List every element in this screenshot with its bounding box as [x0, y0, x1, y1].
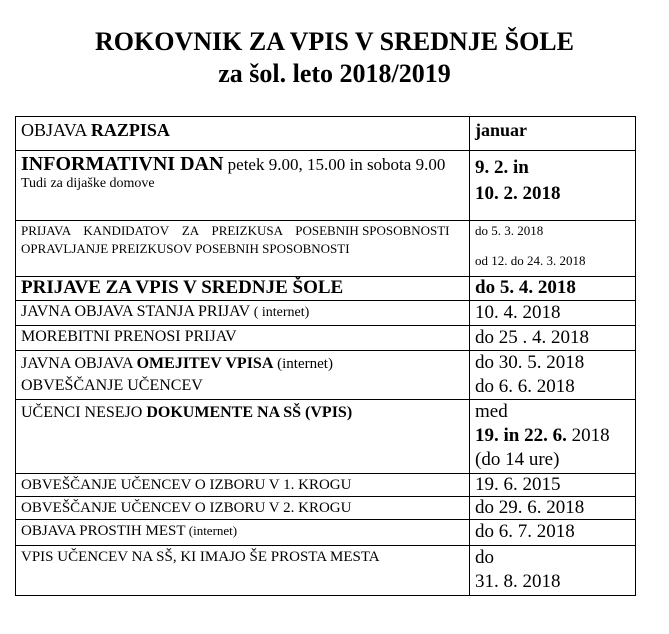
event-label: OBVEŠČANJE UČENCEV O IZBORU V 1. KROGU [21, 477, 352, 493]
date-value: do 5. 4. 2018 [475, 277, 576, 298]
row-event [16, 497, 470, 520]
table-row [16, 151, 636, 221]
table-row [16, 326, 636, 351]
event-note: (internet) [273, 356, 333, 372]
event-label: OBVEŠČANJE UČENCEV O IZBORU V 2. KROGU [21, 500, 352, 516]
document-title: ROKOVNIK ZA VPIS V SREDNJE ŠOLE [95, 27, 574, 56]
date-value: 19. 6. 2015 [475, 474, 561, 495]
event-label-bold: INFORMATIVNI DAN [21, 153, 224, 175]
row-event [16, 326, 470, 351]
row-event [16, 117, 470, 151]
date-value: od 12. do 24. 3. 2018 [475, 253, 586, 268]
event-label-bold: PRIJAVE ZA VPIS V SREDNJE ŠOLE [21, 277, 344, 298]
row-event [16, 351, 470, 400]
document-subtitle: za šol. leto 2018/2019 [218, 59, 451, 88]
row-date [470, 400, 636, 474]
table-row [16, 221, 636, 277]
date-value: do [475, 547, 494, 568]
row-date [470, 221, 636, 277]
table-row [16, 497, 636, 520]
row-date [470, 151, 636, 221]
date-value: 10. 4. 2018 [475, 302, 561, 323]
date-value: 31. 8. 2018 [475, 571, 561, 592]
row-event [16, 400, 470, 474]
event-label: PRIJAVA KANDIDATOV ZA PREIZKUSA POSEBNIH SPOSOBNOSTI [21, 223, 450, 238]
date-value: do 6. 6. 2018 [475, 376, 575, 397]
event-label: petek 9.00, 15.00 in sobota 9.00 [223, 155, 446, 174]
event-label: JAVNA OBJAVA [21, 355, 137, 372]
row-date [470, 301, 636, 326]
date-value: do 29. 6. 2018 [475, 497, 585, 518]
table-row [16, 117, 636, 151]
event-label-bold: RAZPISA [90, 120, 170, 140]
row-event [16, 474, 470, 497]
date-value: do 30. 5. 2018 [475, 352, 585, 373]
row-date [470, 326, 636, 351]
event-label: MOREBITNI PRENOSI PRIJAV [21, 328, 237, 345]
event-label-bold: OMEJITEV VPISA [136, 355, 274, 372]
event-label: OBJAVA [21, 120, 91, 140]
event-label: OPRAVLJANJE PREIZKUSOV POSEBNIH SPOSOBNOSTI [21, 241, 350, 256]
table-row [16, 277, 636, 301]
table-row [16, 400, 636, 474]
row-event [16, 151, 470, 221]
event-label: UČENCI NESEJO [21, 404, 147, 421]
row-event [16, 277, 470, 301]
row-event [16, 520, 470, 546]
date-value: 2018 [566, 425, 610, 446]
schedule-table [15, 116, 636, 596]
event-note: (internet) [185, 523, 238, 538]
date-value: do 25 . 4. 2018 [475, 327, 589, 348]
row-date [470, 497, 636, 520]
date-value-bold: 19. in 22. 6. [475, 425, 567, 446]
table-row [16, 546, 636, 596]
date-value: 9. 2. in [475, 157, 529, 178]
table-row [16, 520, 636, 546]
event-note: Tudi za dijaške domove [21, 176, 155, 191]
table-row [16, 351, 636, 400]
event-label: VPIS UČENCEV NA SŠ, KI IMAJO ŠE PROSTA MESTA [21, 549, 380, 565]
date-note: (do 14 ure) [475, 449, 560, 470]
event-label: OBJAVA PROSTIH MEST [21, 523, 186, 539]
date-value: med [475, 401, 508, 422]
row-date [470, 351, 636, 400]
row-event [16, 301, 470, 326]
date-value: do 6. 7. 2018 [475, 521, 575, 542]
row-event [16, 546, 470, 596]
event-label: OBVEŠČANJE UČENCEV [21, 377, 203, 394]
row-date [470, 474, 636, 497]
date-value: januar [475, 120, 528, 140]
row-date [470, 117, 636, 151]
event-label: JAVNA OBJAVA STANJA PRIJAV [21, 303, 251, 320]
row-date [470, 520, 636, 546]
event-label-bold: DOKUMENTE NA SŠ (VPIS) [146, 404, 353, 421]
date-value: 10. 2. 2018 [475, 183, 561, 204]
row-date [470, 277, 636, 301]
table-row [16, 301, 636, 326]
event-note: ( internet) [250, 305, 310, 320]
date-value: do 5. 3. 2018 [475, 223, 544, 238]
table-row [16, 474, 636, 497]
row-date [470, 546, 636, 596]
row-event [16, 221, 470, 277]
